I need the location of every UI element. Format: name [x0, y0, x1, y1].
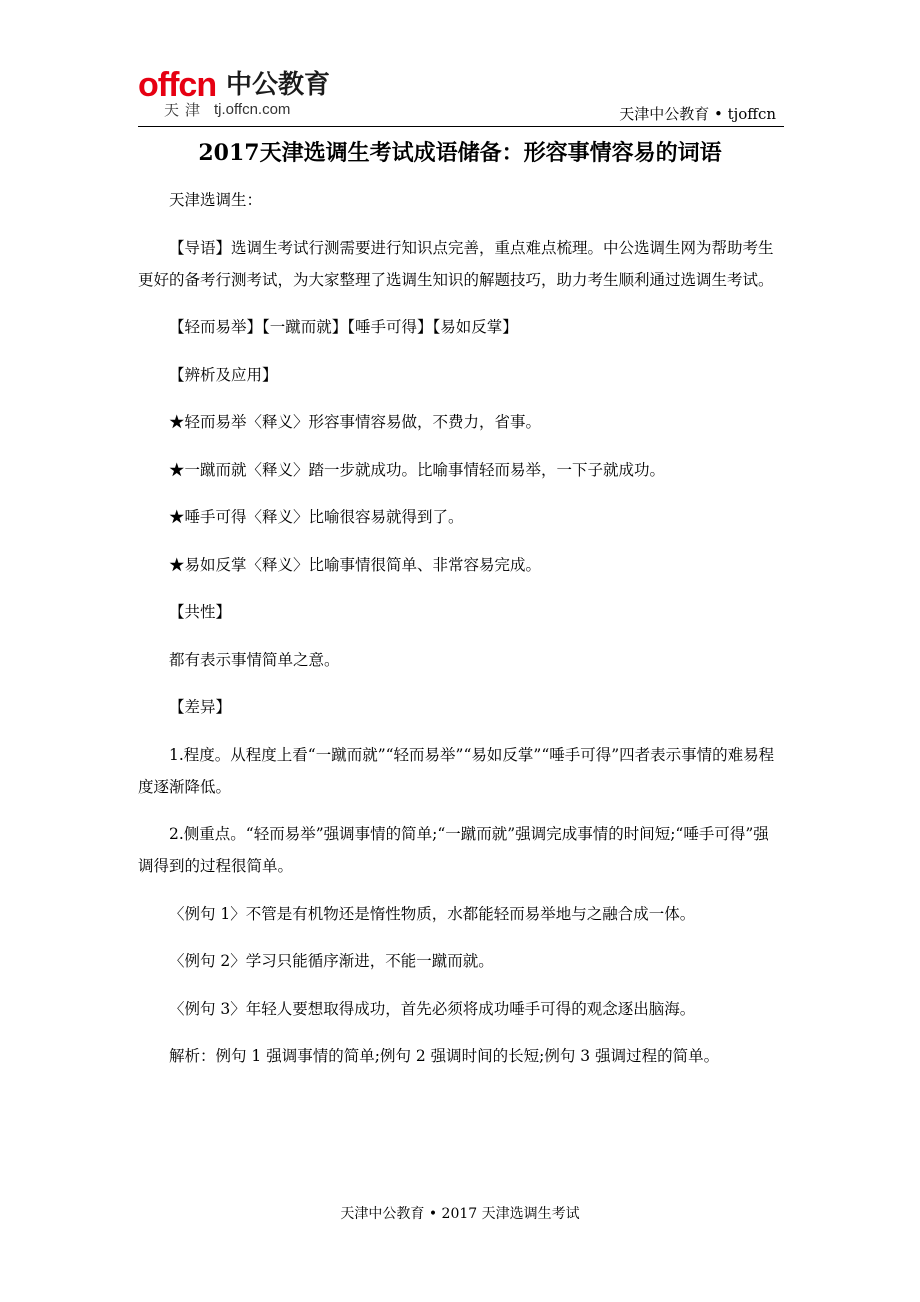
- logo-city: 天津: [164, 101, 207, 119]
- paragraph-example: 〈例句 1〉不管是有机物还是惰性物质，水都能轻而易举地与之融合成一体。: [169, 904, 696, 923]
- paragraph-section-difference: 【差异】: [169, 698, 232, 716]
- paragraph-common-text: 都有表示事情简单之意。: [169, 650, 340, 669]
- paragraph-idiom-list: 【轻而易举】【一蹴而就】【唾手可得】【易如反掌】: [169, 318, 518, 336]
- paragraph-definition: ★轻而易举〈释义〉形容事情容易做，不费力，省事。: [169, 413, 542, 431]
- offcn-logo: [138, 60, 331, 124]
- paragraph-difference: 1.程度。从程度上看“一蹴而就”“轻而易举”“易如反掌”“唾手可得”四者表示事情的难易程度逐渐降低。: [138, 745, 775, 796]
- document-title: 2017天津选调生考试成语储备：形容事情容易的词语: [198, 140, 722, 166]
- header-site-label: 天津中公教育 • tjoffcn: [619, 105, 776, 123]
- paragraph-example: 〈例句 3〉年轻人要想取得成功，首先必须将成功唾手可得的观念逐出脑海。: [169, 999, 696, 1018]
- document-body: [138, 184, 782, 1088]
- page-footer: 天津中公教育 • 2017 天津选调生考试: [340, 1206, 580, 1222]
- logo-brand-latin: offcn: [138, 66, 217, 104]
- paragraph-definition: ★易如反掌〈释义〉比喻事情很简单、非常容易完成。: [169, 555, 542, 574]
- paragraph-salutation: 天津选调生：: [169, 191, 263, 209]
- paragraph-section-common: 【共性】: [169, 603, 232, 621]
- logo-brand-cn: 中公教育: [226, 70, 331, 100]
- paragraph-difference: 2.侧重点。“轻而易举”强调事情的简单;“一蹴而就”强调完成事情的时间短;“唾手可得”强调得到的过程很简单。: [138, 825, 769, 875]
- paragraph-section-analysis: 【辨析及应用】: [169, 365, 278, 384]
- paragraph-example: 〈例句 2〉学习只能循序渐进，不能一蹴而就。: [169, 952, 494, 970]
- paragraph-definition: ★唾手可得〈释义〉比喻很容易就得到了。: [169, 508, 464, 526]
- paragraph-intro: 【导语】选调生考试行测需要进行知识点完善，重点难点梳理。中公选调生网为帮助考生更好的备考行测考试，为大家整理了选调生知识的解题技巧，助力考生顺利通过选调生考试。: [138, 238, 774, 289]
- paragraph-definition: ★一蹴而就〈释义〉踏一步就成功。比喻事情轻而易举，一下子就成功。: [169, 460, 666, 479]
- logo-url: tj.offcn.com: [214, 101, 291, 118]
- paragraph-explanation: 解析：例句 1 强调事情的简单;例句 2 强调时间的长短;例句 3 强调过程的简单。: [169, 1047, 720, 1065]
- header-divider: [138, 126, 784, 127]
- page-header: [138, 60, 784, 128]
